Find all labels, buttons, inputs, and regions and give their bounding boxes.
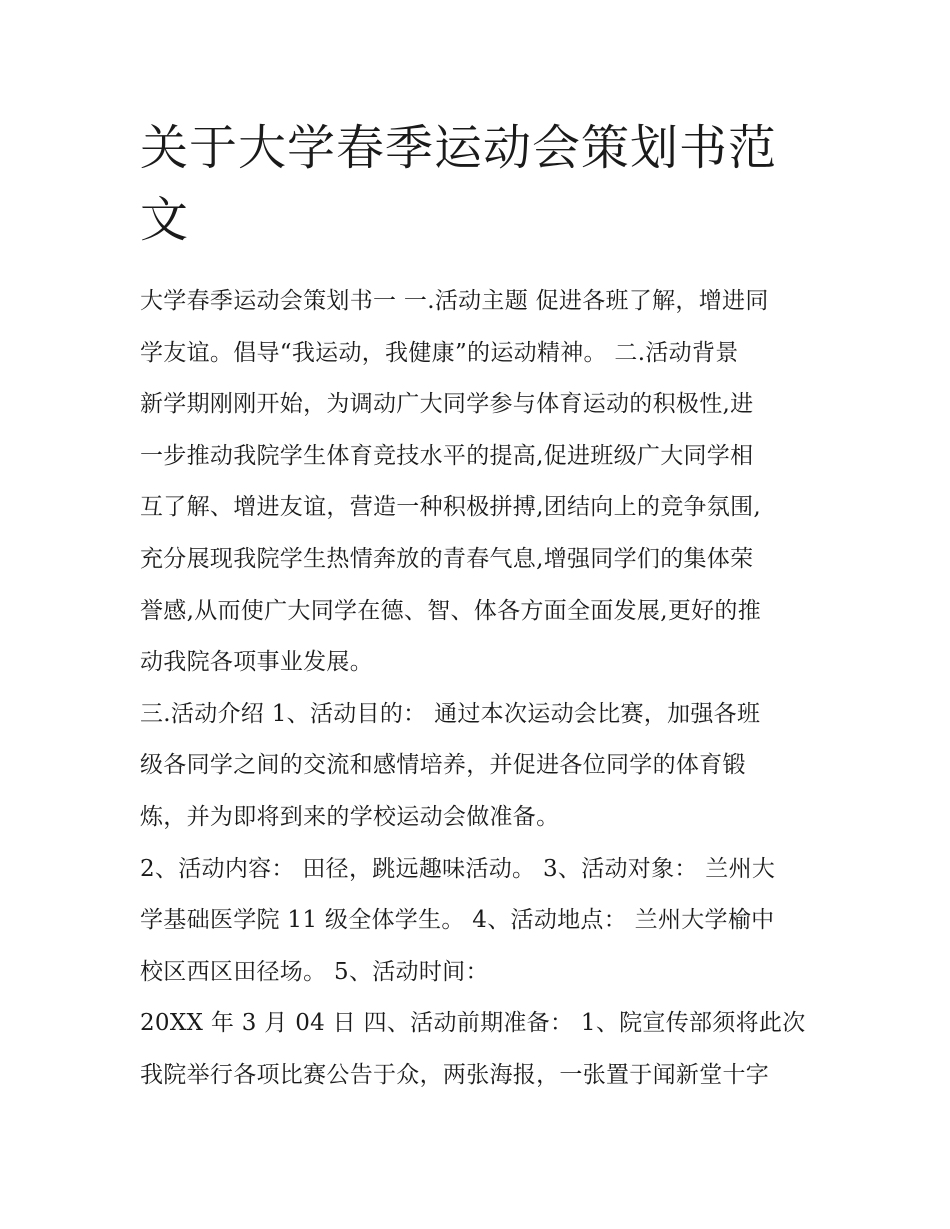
title-line: 文 (140, 192, 190, 248)
body-line: 20XX 年 3 月 04 日 四、活动前期准备： 1、院宣传部须将此次 (140, 1010, 806, 1037)
body-line: 互了解、增进友谊，营造一种积极拼搏,团结向上的竞争氛围, (140, 494, 762, 521)
body-line: 级各同学之间的交流和感情培养，并促进各位同学的体育锻 (140, 752, 746, 779)
body-line: 校区西区田径场。 5、活动时间： (140, 958, 489, 985)
body-line: 我院举行各项比赛公告于众，两张海报，一张置于闻新堂十字 (140, 1061, 770, 1088)
body-line: 誉感,从而使广大同学在德、智、体各方面全面发展,更好的推 (140, 597, 762, 624)
document-title (140, 112, 820, 256)
body-line: 学基础医学院 11 级全体学生。 4、活动地点： 兰州大学榆中 (140, 907, 775, 934)
body-line: 一步推动我院学生体育竞技水平的提高,促进班级广大同学相 (140, 442, 754, 469)
body-line: 学友谊。倡导“我运动，我健康”的运动精神。 二.活动背景 (140, 339, 739, 366)
body-line: 2、活动内容： 田径，跳远趣味活动。 3、活动对象： 兰州大 (140, 855, 776, 882)
body-line: 炼，并为即将到来的学校运动会做准备。 (140, 803, 560, 830)
body-line: 动我院各项事业发展。 (140, 649, 373, 676)
document-body (140, 276, 830, 1102)
body-line: 充分展现我院学生热情奔放的青春气息,增强同学们的集体荣 (140, 545, 754, 572)
title-line: 关于大学春季运动会策划书范 (140, 120, 778, 176)
body-line: 三.活动介绍 1、活动目的： 通过本次运动会比赛，加强各班 (140, 700, 761, 727)
body-line: 新学期刚刚开始，为调动广大同学参与体育运动的积极性,进 (140, 391, 754, 418)
body-line: 大学春季运动会策划书一 一.活动主题 促进各班了解，增进同 (140, 288, 769, 314)
